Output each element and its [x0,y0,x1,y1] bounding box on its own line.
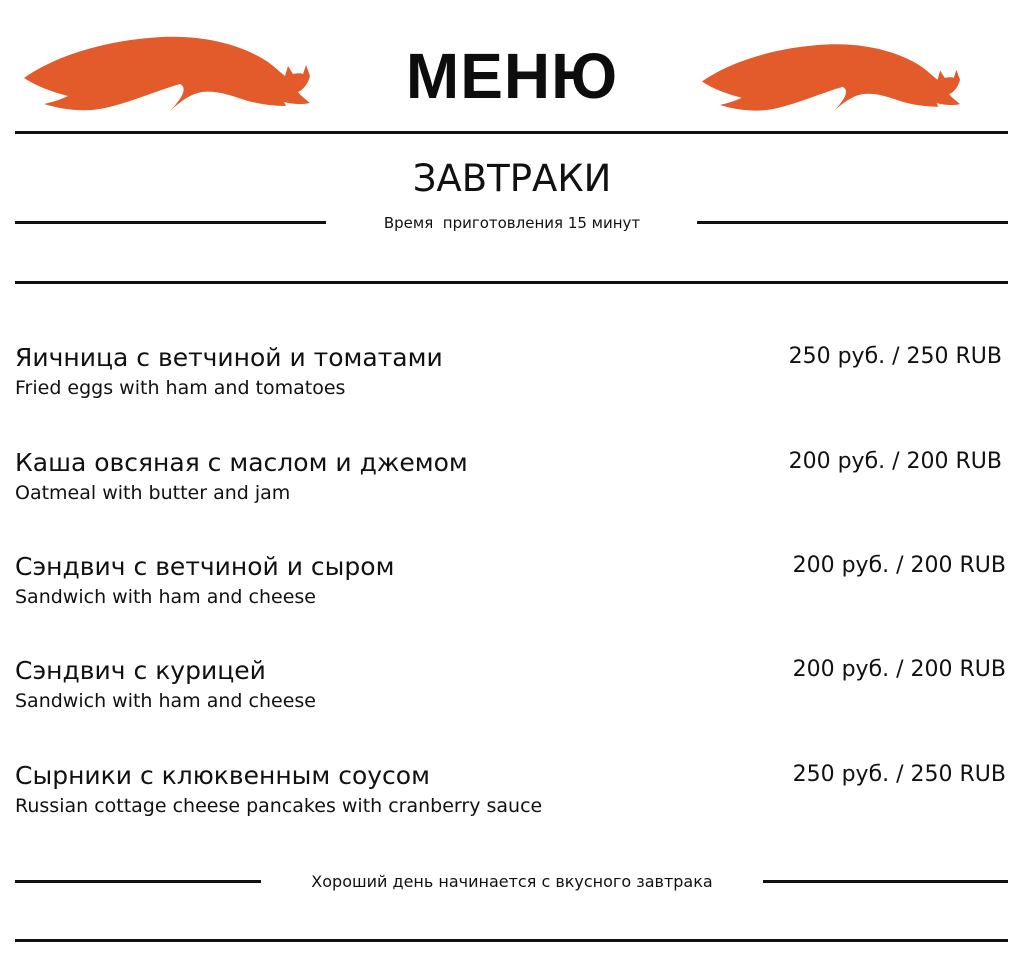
item-name-ru: Сэндвич с курицей [15,656,266,685]
item-price: 250 руб. / 250 RUB [788,344,1002,369]
menu-title: МЕНЮ [405,40,619,112]
item-price: 250 руб. / 250 RUB [792,762,1006,787]
item-name-ru: Яичница с ветчиной и томатами [15,343,443,372]
item-name-en: Oatmeal with butter and jam [15,482,291,504]
footer-tagline: Хороший день начинается с вкусного завтрака [311,872,713,891]
item-name-en: Fried eggs with ham and tomatoes [15,377,346,399]
divider [15,939,1008,942]
item-price: 200 руб. / 200 RUB [792,553,1006,578]
item-name-ru: Каша овсяная с маслом и джемом [15,448,468,477]
section-title: ЗАВТРАКИ [412,157,612,200]
divider [763,880,1008,883]
divider [15,281,1008,284]
item-name-ru: Сырники с клюквенным соусом [15,761,430,790]
prep-time-note: Время приготовления 15 минут [383,214,641,232]
item-name-en: Sandwich with ham and cheese [15,690,316,712]
divider [697,221,1008,224]
divider [15,880,261,883]
item-name-ru: Сэндвич с ветчиной и сыром [15,552,395,581]
item-price: 200 руб. / 200 RUB [792,657,1006,682]
item-price: 200 руб. / 200 RUB [788,449,1002,474]
item-name-en: Sandwich with ham and cheese [15,586,316,608]
item-name-en: Russian cottage cheese pancakes with cranberry sauce [15,795,543,817]
divider [15,131,1008,134]
divider [15,221,326,224]
